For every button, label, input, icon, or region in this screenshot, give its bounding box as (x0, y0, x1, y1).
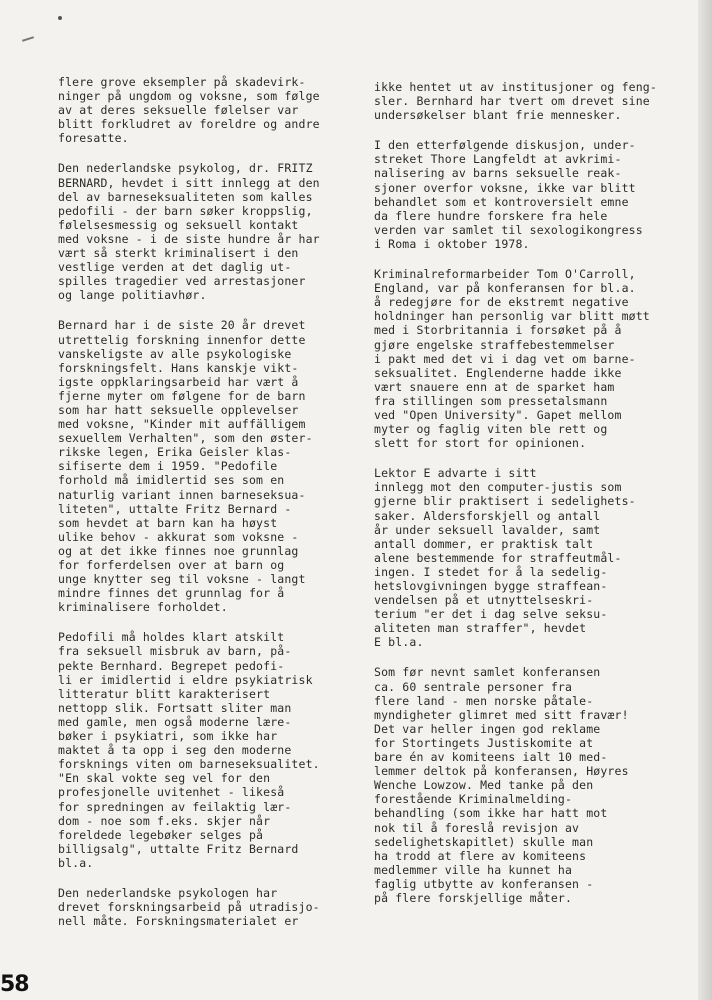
paragraph: Den nederlandske psykolog, dr. FRITZ BERNARD, hevdet i sitt innlegg at den del av barneseksualiteten som kalles pedofili - der barn søker kroppslig, følelsesmessig og seksuell kontakt med voksne - i de siste hundre år har vært så sterkt kriminalisert i den vestlige verden at det daglig ut- spilles tragedier ved arrestasjoner og lange politiavhør. (58, 161, 320, 303)
paragraph: Bernard har i de siste 20 år drevet utrettelig forskning innenfor dette vanskeligste av alle psykologiske forskningsfelt. Hans kanskje vikt- igste oppklaringsarbeid har vært å fjerne myter om følgene for de barn som har hatt seksuelle opplevelser med voksne, "Kinder mit auffälligem sexuellem Verhalten", som den øster- rikske legen, Erika Geisler klas- sifiserte dem i 1959. "Pedofile forhold må imidlertid ses som en naturlig variant innen barneseksua- liteten", uttalte Fritz Bernard - som hevdet at barn kan ha høyst ulike behov - akkurat som voksne - og at det ikke finnes noe grunnlag for forferdelsen over at barn og unge knytter seg til voksne - langt mindre finnes det grunnlag for å kriminalisere forholdet. (58, 318, 313, 615)
page-edge-shadow (698, 0, 712, 1000)
right-column (374, 80, 664, 921)
left-column (58, 75, 328, 944)
ink-speck (58, 16, 62, 20)
paragraph: Lektor E advarte i sitt innlegg mot den computer-justis som gjerne blir praktisert i sedelighets- saker. Aldersforskjell og antall år under seksuell lavalder, samt antall dommer, er praktisk talt alene bestemmende for straffeutmål- ingen. I stedet for å la sedelig- hetslovgivningen bygge straffean- vendelsen på et utnyttelseskri- terium "er det i dag selve seksu- aliteten man straffer", hevdet E bl.a. (374, 466, 636, 650)
paragraph: Som før nevnt samlet konferansen ca. 60 sentrale personer fra flere land - men norske påtale- myndigheter glimret med sitt fravær! Det var heller ingen god reklame for Stortingets Justiskomite at bare én av komiteens ialt 10 med- lemmer deltok på konferansen, Høyres Wenche Lowzow. Med tanke på den forestående Kriminalmelding- behandling (som ikke har hatt mot nok til å foreslå revisjon av sedelighetskapitlet) skulle man ha trodd at flere av komiteens medlemmer ville ha kunnet ha faglig utbytte av konferansen - på flere forskjellige måter. (374, 665, 629, 905)
page-number: 58 (0, 972, 29, 997)
paragraph: I den etterfølgende diskusjon, under- streket Thore Langfeldt at avkrimi- nalisering av barns seksuelle reak- sjoner overfor voksne, ikke var blitt behandlet som et kontroversielt emne da flere hundre forskere fra hele verden var samlet til sexologikongress i Roma i oktober 1978. (374, 138, 643, 251)
paragraph: Kriminalreformarbeider Tom O'Carroll, England, var på konferansen for bl.a. å redegjøre for de ekstremt negative holdninger han personlig var blitt møtt med i Storbritannia i forsøket på å gjøre engelske straffebestemmelser i pakt med det vi i dag vet om barne- seksualitet. Englenderne hadde ikke vært snauere enn at de sparket ham fra stillingen som pressetalsmann ved "Open University". Gapet mellom myter og faglig viten ble rett og slett for stort for opinionen. (374, 267, 650, 451)
paragraph: Pedofili må holdes klart atskilt fra seksuell misbruk av barn, på- pekte Bernhard. Begrepet pedofi- li er imidlertid i eldre psykiatrisk litteratur blitt karakterisert nettopp slik. Fortsatt sliter man med gamle, men også moderne lære- bøker i psykiatri, som ikke har maktet å ta opp i seg den moderne forsknings viten om barneseksualitet. "En skal vokte seg vel for den profesjonelle uvitenhet - likeså for spredningen av feilaktig lær- dom - noe som f.eks. skjer når foreldede legebøker selges på billigsalg", uttalte Fritz Bernard bl.a. (58, 630, 320, 870)
paragraph: ikke hentet ut av institusjoner og feng- sler. Bernhard har tvert om drevet sine undersøkelser blant frie mennesker. (374, 80, 657, 123)
ink-mark (22, 36, 34, 42)
paragraph: Den nederlandske psykologen har drevet forskningsarbeid på utradisjo- nell måte. Forskningsmaterialet er (58, 885, 320, 929)
paragraph: flere grove eksempler på skadevirk- ninger på ungdom og voksne, som følge av at deres seksuelle følelser var blitt forkludret av foreldre og andre foresatte. (58, 75, 320, 146)
